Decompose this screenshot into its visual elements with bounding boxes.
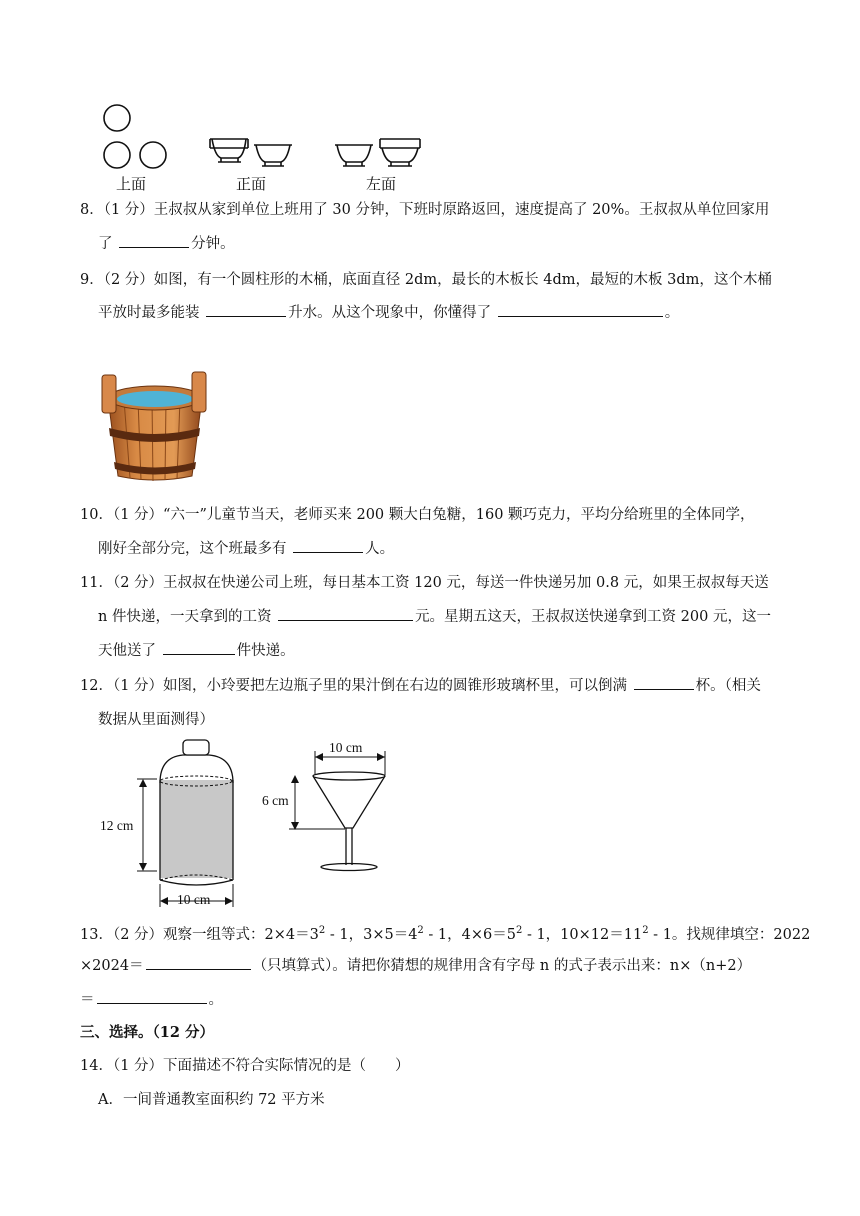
q13-answer-blank-2[interactable] (97, 989, 207, 1004)
q11-line2: n 件快递，一天拿到的工资 元。星期五这天，王叔叔送快递拿到工资 200 元，这一 (98, 606, 771, 628)
q14-stem: 14．（1 分）下面描述不符合实际情况的是（ ） (80, 1058, 410, 1074)
section-heading: 三、选择。（12 分） (80, 1024, 214, 1041)
q13-answer-blank-1[interactable] (146, 955, 251, 970)
glass-width-label: 10 cm (329, 740, 363, 755)
glass-height-label: 6 cm (262, 793, 289, 808)
q8-line2: 了 分钟。 (98, 233, 235, 255)
wooden-bucket-image (100, 370, 210, 485)
q11-answer-blank-2[interactable] (163, 640, 235, 655)
top-view-circle (104, 105, 130, 131)
q8-answer-blank[interactable] (119, 233, 189, 248)
q9-answer-blank-2[interactable] (498, 302, 663, 317)
q9-line1: 9．（2 分）如图，有一个圆柱形的木桶，底面直径 2dm，最长的木板长 4dm，最短的木板 3dm，这个木桶 (80, 272, 772, 288)
top-view-label: 上面 (116, 175, 147, 193)
q14-option-a[interactable]: A．一间普通教室面积约 72 平方米 (98, 1092, 325, 1108)
cone-glass (289, 751, 385, 871)
q12-line1: 12．（1 分）如图，小玲要把左边瓶子里的果汁倒在右边的圆锥形玻璃杯里，可以倒满 杯。（相关 (80, 675, 761, 697)
q9-answer-blank-1[interactable] (206, 302, 286, 317)
q10-answer-blank[interactable] (293, 538, 363, 553)
q8-line1: 8．（1 分）王叔叔从家到单位上班用了 30 分钟，下班时原路返回，速度提高了 20%。王叔叔从单位回家用 (80, 202, 770, 218)
front-view-bowls (210, 139, 292, 166)
q9-line2: 平放时最多能装 升水。从这个现象中，你懂得了 。 (98, 302, 679, 324)
left-view-bowls (335, 139, 420, 166)
q13-line2: ×2024＝ （只填算式）。请把你猜想的规律用含有字母 n 的式子表示出来：n×（n+2） (80, 955, 751, 977)
q12-line2: 数据从里面测得） (98, 712, 214, 728)
bottle-width-label: 10 cm (177, 892, 211, 907)
bottle-height-label: 12 cm (100, 818, 134, 833)
q10-line1: 10．（1 分）“六一”儿童节当天，老师买来 200 颗大白兔糖，160 颗巧克力，平均分给班里的全体同学， (80, 507, 755, 523)
q11-line1: 11．（2 分）王叔叔在快递公司上班，每日基本工资 120 元，每送一件快递另加 0.8 元，如果王叔叔每天送 (80, 575, 769, 591)
q13-line3: ＝ 。 (80, 989, 223, 1011)
q12-answer-blank[interactable] (634, 675, 694, 690)
front-view-label: 正面 (236, 175, 267, 193)
q13-line1: 13．（2 分）观察一组等式：$2\times 4=3^2 - 1$，$3\times 5=4^2 - 1$，$4\times 6=5^2 - 1$，$10\times 12=11^2 - 1$。找规律填空：2022 (80, 925, 811, 943)
left-view-label: 左面 (366, 175, 397, 193)
top-view-circle (140, 142, 166, 168)
q10-line2: 刚好全部分完，这个班最多有 人。 (98, 538, 394, 560)
q11-answer-blank-1[interactable] (278, 606, 413, 621)
top-view-circle (104, 142, 130, 168)
juice-bottle (137, 740, 233, 907)
q11-line3: 天他送了 件快递。 (98, 640, 295, 662)
q12-figure (95, 735, 395, 915)
